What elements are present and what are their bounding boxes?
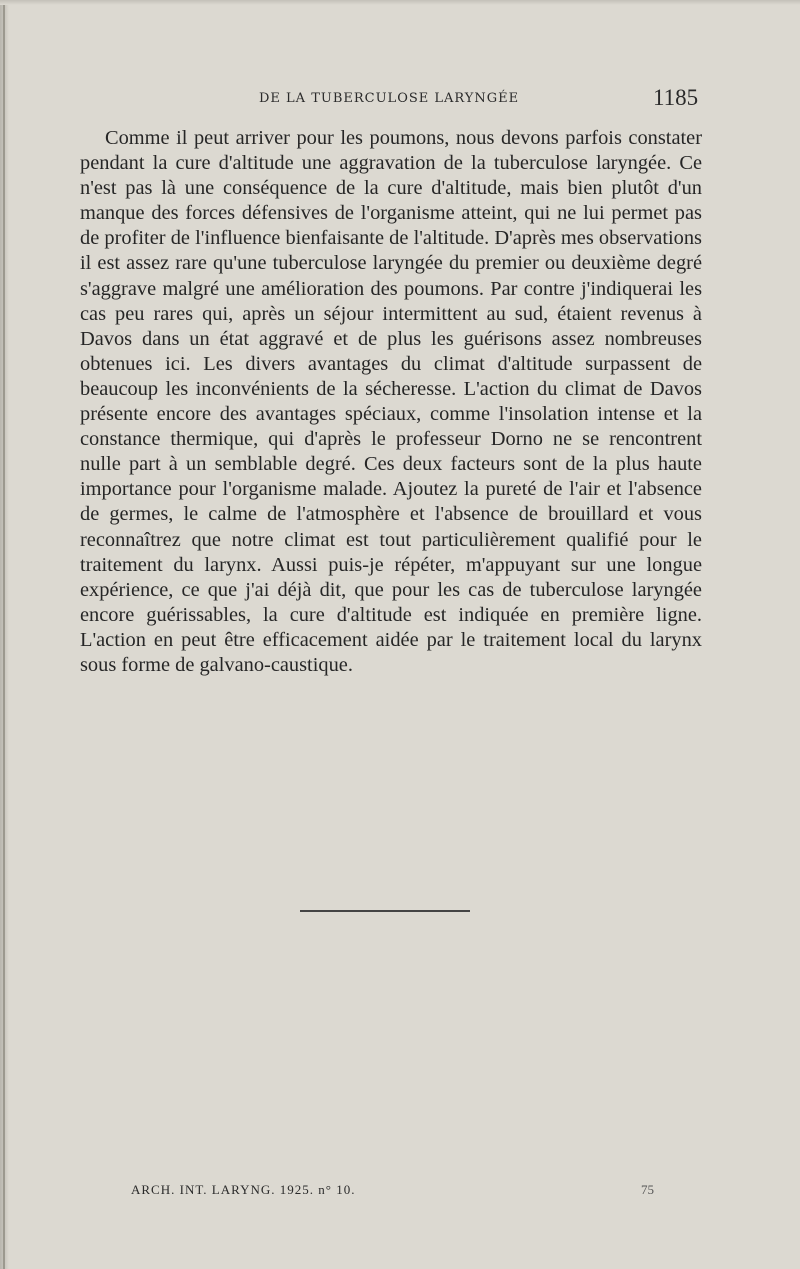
page-top-edge	[0, 0, 800, 5]
page-number: 1185	[653, 85, 699, 110]
running-head	[0, 85, 800, 115]
page-footer	[0, 1182, 800, 1206]
binding-line	[3, 0, 5, 1269]
page-binding-edge	[0, 0, 9, 1269]
running-title: DE LA TUBERCULOSE LARYNGÉE	[259, 91, 520, 106]
section-end-rule	[300, 910, 470, 912]
sheet-number: 75	[641, 1182, 654, 1197]
journal-citation: ARCH. INT. LARYNG. 1925. n° 10.	[131, 1182, 356, 1197]
body-paragraph: Comme il peut arriver pour les poumons, nous devons parfois constater pendant la cure d'altitude une aggravation de la tuberculose laryngée. Ce n'est pas là une conséquence de la cure d'altitude, mais bien plutôt d'un manque des forces défensives de l'organisme atteint, qui ne lui permet pas de profiter de l'influence bienfaisante de l'altitude. D'après mes observations il est assez rare qu'une tuberculose laryngée du premier ou deuxième degré s'aggrave malgré une amélioration des poumons. Par contre j'indiquerai les cas peu rares qui, après un séjour intermittent au sud, étaient revenus à Davos dans un état aggravé et de plus les guérisons assez nombreuses obtenues ici. Les divers avantages du climat d'altitude surpassent de beaucoup les inconvénients de la sécheresse. L'action du climat de Davos présente encore des avantages spéciaux, comme l'insolation intense et la constance thermique, qui d'après le professeur Dorno ne se rencontrent nulle part à un semblable degré. Ces deux facteurs sont de la plus haute importance pour l'organisme malade. Ajoutez la pureté de l'air et l'absence de germes, le calme de l'atmosphère et l'absence de brouillard et vous reconnaîtrez que notre climat est tout particulièrement qualifié pour le traitement du larynx. Aussi puis-je répéter, m'appuyant sur une longue expérience, ce que j'ai déjà dit, que pour les cas de tuberculose laryngée encore guérissables, la cure d'altitude est indiquée en première ligne. L'action en peut être efficacement aidée par le traitement local du larynx sous forme de galvano-caustique.	[80, 127, 702, 676]
